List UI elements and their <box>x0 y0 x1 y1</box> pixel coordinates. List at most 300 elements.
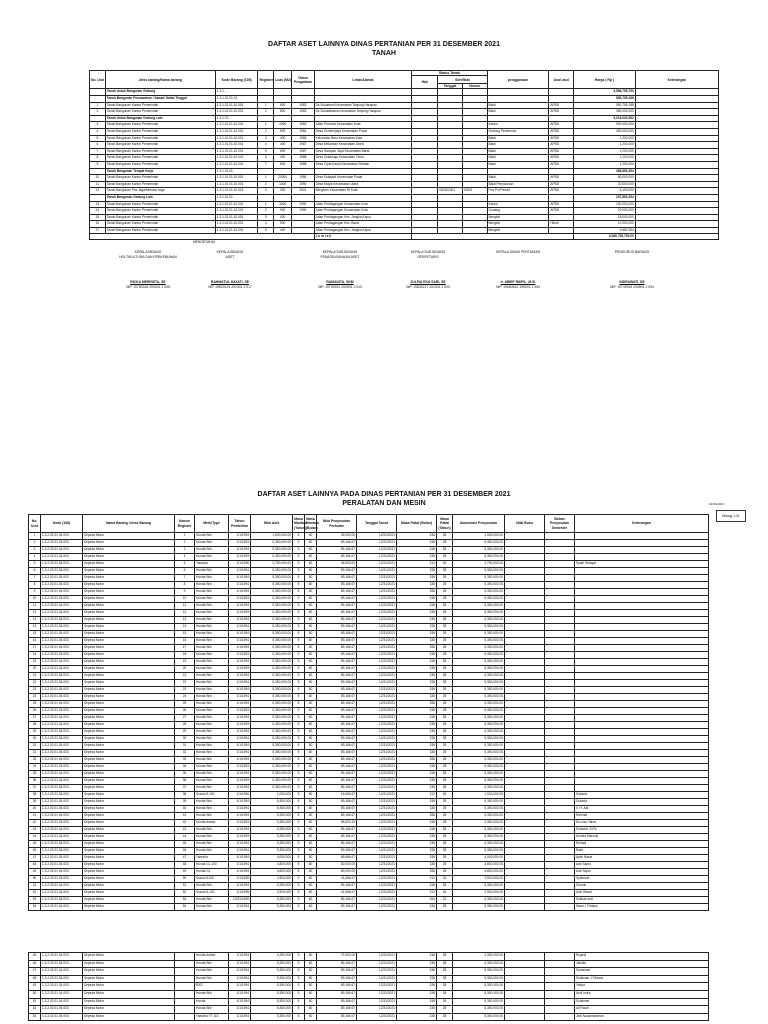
cell-thn: 1/1/1996 <box>229 876 251 883</box>
cell-akum: 5,350,000.00 <box>453 708 505 715</box>
col-harga: Harga ( Rp ) <box>574 71 636 89</box>
cell-letak: Bengkulu Kecamatan RI Kota <box>314 188 412 195</box>
cell-nama: Sepeda Motor <box>83 659 175 666</box>
cell-nama: Sepeda Motor <box>83 596 175 603</box>
table-row <box>29 968 709 976</box>
cell-mb: 60 <box>305 743 317 750</box>
cell-akum: 5,350,000.00 <box>453 841 505 848</box>
cell-harga: 10,000,000 <box>574 221 636 228</box>
cell-nama: Sepeda Motor <box>83 771 175 778</box>
cell-kode: 1.3.2.02.01.04.003 <box>41 540 83 547</box>
cell-mpt: 28 <box>437 736 453 743</box>
cell-nilai: 5,350,000.00 <box>251 750 293 757</box>
cell-buku <box>505 673 545 680</box>
cell-jenis: Tanah Bangunan Kantor Pemerintah <box>105 227 215 234</box>
cell-nama: Sepeda Motor <box>83 603 175 610</box>
cell-beban <box>545 841 575 848</box>
cell-merk: Honda Win <box>195 533 229 540</box>
cell-guna: Kantor <box>487 201 549 208</box>
cell-thn: 1/1/1994 <box>229 862 251 869</box>
cell-reg <box>258 115 274 122</box>
table-row <box>90 96 719 103</box>
cell-tgl: 12/31/2021 <box>357 869 397 876</box>
cell-asal: APBD <box>549 208 574 215</box>
cell-nama: Sepeda Motor <box>83 589 175 596</box>
cell-beban <box>545 603 575 610</box>
cell-kode: 1.3.1.01.01.10.001 <box>215 155 258 162</box>
cell-nama: Sepeda Motor <box>83 820 175 827</box>
table-row <box>29 610 709 617</box>
cell-tgl <box>438 194 463 201</box>
table-row <box>29 694 709 701</box>
cell-merk: Honda Win <box>195 589 229 596</box>
cell-merk: Honda Win <box>195 631 229 638</box>
cell-mpt: 28 <box>437 1006 453 1014</box>
cell-mpt: 26 <box>437 890 453 897</box>
cell-np: 89,166.67 <box>317 827 357 834</box>
cell-nilai: 5,350,000 <box>251 983 293 991</box>
cell-reg: 9 <box>175 589 195 596</box>
cell-mb: 60 <box>305 862 317 869</box>
cell-kode: 1.3.2.02.01.04.003 <box>41 701 83 708</box>
cell-beban <box>545 582 575 589</box>
cell-mpt: 28 <box>437 722 453 729</box>
cell-tgl: 12/31/2021 <box>357 589 397 596</box>
cell-kode: 1.3.2.02.01.04.003 <box>41 771 83 778</box>
cell-beban <box>545 990 575 998</box>
cell-reg: 39 <box>175 799 195 806</box>
cell-thn: 1/1/1994 <box>229 848 251 855</box>
cell-jenis: Tanah Bangunan Kantor Pemerintah <box>105 201 215 208</box>
cell-beban <box>545 638 575 645</box>
cell-kode: 1.3.2.02.01.04.003 <box>41 862 83 869</box>
cell-luas: 500 <box>274 221 292 228</box>
cell-nama: Sepeda Motor <box>83 792 175 799</box>
cell-nomor <box>462 181 487 188</box>
cell-ket <box>635 194 718 201</box>
cell-no: 51 <box>29 998 41 1006</box>
cell-tgl: 12/31/2021 <box>357 820 397 827</box>
cell-mp: 336 <box>397 540 437 547</box>
cell-akum: 5,350,000.00 <box>453 990 505 998</box>
cell-reg: 4 <box>175 554 195 561</box>
col-penggunaan: penggunaan <box>487 71 549 89</box>
cell-mt: 5 <box>293 890 305 897</box>
cell-kode: 1.3.2.02.01.04.003 <box>41 631 83 638</box>
col-register: Register <box>258 71 274 89</box>
cell-merk: Honda Win <box>195 799 229 806</box>
cell-mpt: 28 <box>437 778 453 785</box>
cell-no: 52 <box>29 1006 41 1014</box>
cell-beban <box>545 645 575 652</box>
cell-np: 89,166.67 <box>317 841 357 848</box>
cell-no: 29 <box>29 729 41 736</box>
table-row <box>29 792 709 799</box>
cell-mpt: 28 <box>437 610 453 617</box>
cell-mp: 336 <box>397 813 437 820</box>
cell-mp: 336 <box>397 659 437 666</box>
table-row <box>90 175 719 182</box>
cell-np: 89,166.67 <box>317 729 357 736</box>
cell-buku <box>505 540 545 547</box>
cell-nomor <box>462 102 487 109</box>
cell-harga: 1,200,000 <box>574 161 636 168</box>
cell-nilai: 5,350,000 <box>251 883 293 890</box>
cell-merk: Honda Win <box>195 687 229 694</box>
cell-no: 3 <box>29 547 41 554</box>
cell-np: 89,166.67 <box>317 799 357 806</box>
cell-mt: 5 <box>293 666 305 673</box>
cell-buku <box>505 806 545 813</box>
cell-ket: Drs Abu Tahar <box>575 820 709 827</box>
cell-kode: 1.3.2.02.01.04.003 <box>41 596 83 603</box>
cell-no: 4 <box>29 554 41 561</box>
cell-no: 11 <box>90 181 106 188</box>
cell-merk: Honda Win <box>195 652 229 659</box>
cell-nilai: 5,350,000 <box>251 904 293 911</box>
cell-nilai: 1,000,000 <box>251 792 293 799</box>
cell-ket <box>635 122 718 129</box>
cell-hak <box>412 122 438 129</box>
cell-thn: 1/1/1994 <box>229 960 251 968</box>
table-row <box>29 799 709 806</box>
cell-akum: 4,000,000.00 <box>453 855 505 862</box>
cell-thn: 1988 <box>292 161 314 168</box>
cell-mpt: 28 <box>437 596 453 603</box>
cell-reg <box>175 998 195 1006</box>
table-row <box>29 820 709 827</box>
cell-mpt: 28 <box>437 750 453 757</box>
cell-harga: 3,566,755,750 <box>574 89 636 96</box>
cell-nama: Sepeda Motor <box>83 953 175 961</box>
cell-mp: 336 <box>397 624 437 631</box>
cell-beban <box>545 722 575 729</box>
cell-reg: 42 <box>175 820 195 827</box>
cell-mpt: 28 <box>437 589 453 596</box>
cell-ket <box>575 687 709 694</box>
cell-nilai: 5,350,000 <box>251 841 293 848</box>
cell-buku <box>505 998 545 1006</box>
cell-merk: Honda Win <box>195 540 229 547</box>
cell-tgl: 12/31/2021 <box>357 862 397 869</box>
cell-ket <box>575 659 709 666</box>
cell-asal <box>549 194 574 201</box>
cell-buku <box>505 722 545 729</box>
cell-akum: 5,350,000.00 <box>453 575 505 582</box>
cell-mb: 60 <box>305 848 317 855</box>
cell-mp: 336 <box>397 975 437 983</box>
cell-no: 5 <box>29 561 41 568</box>
cell-ket <box>575 617 709 624</box>
signer-name: INDRAWATI, SE <box>619 280 645 284</box>
cell-tgl: 12/31/2021 <box>357 904 397 911</box>
cell-luas: 600 <box>274 102 292 109</box>
cell-mt: 5 <box>293 862 305 869</box>
cell-buku <box>505 715 545 722</box>
cell-akum: 5,350,000.00 <box>453 750 505 757</box>
page2-title: DAFTAR ASET LAINNYA PADA DINAS PERTANIAN PER 31 DESEMBER 2021 <box>257 491 511 498</box>
table-row <box>29 687 709 694</box>
cell-ket <box>575 764 709 771</box>
cell-mpt: 28 <box>437 645 453 652</box>
cell-nilai: 5,350,000.00 <box>251 631 293 638</box>
cell-kode: 1.3.1.01.01.10.001 <box>215 214 258 221</box>
cell-letak: Desa Sukajadi Kecamatan Pusat <box>314 175 412 182</box>
cell-mb: 60 <box>305 568 317 575</box>
cell-tgl: 12/31/2021 <box>357 983 397 991</box>
cell-mt: 5 <box>293 855 305 862</box>
cell-guna <box>487 96 549 103</box>
cell-kode: 1.3.1.01.01.10.001 <box>215 148 258 155</box>
cell-no: 6 <box>90 142 106 149</box>
cell-nama: Sepeda Motor <box>83 645 175 652</box>
cell-beban <box>545 687 575 694</box>
cell-no: 4 <box>90 128 106 135</box>
cell-thn: 1/1/1994 <box>229 694 251 701</box>
cell-hak <box>412 102 438 109</box>
cell-mpt: 28 <box>437 813 453 820</box>
cell-luas: 600 <box>274 148 292 155</box>
signer-role <box>478 250 558 255</box>
table-row <box>90 194 719 201</box>
cell-akum: 5,350,000.00 <box>453 694 505 701</box>
cell-mpt: 28 <box>437 701 453 708</box>
cell-reg: 5 <box>175 561 195 568</box>
cell-tgl: 12/31/2021 <box>357 715 397 722</box>
cell-ket <box>575 666 709 673</box>
cell-nilai: 5,350,000.00 <box>251 680 293 687</box>
cell-ket <box>635 96 718 103</box>
cell-akum: 5,350,000.00 <box>453 998 505 1006</box>
p2-col-akum: Akumulasi Penyusutan <box>453 515 505 533</box>
table-row <box>29 729 709 736</box>
cell-akum: 5,350,000.00 <box>453 834 505 841</box>
cell-mt: 5 <box>293 975 305 983</box>
cell-no: 26 <box>29 708 41 715</box>
cell-mb: 60 <box>305 968 317 976</box>
cell-np: 89,166.67 <box>317 983 357 991</box>
cell-akum: 2,500,000.00 <box>453 890 505 897</box>
cell-mb: 60 <box>305 582 317 589</box>
cell-beban <box>545 799 575 806</box>
cell-reg: 5 <box>258 227 274 234</box>
cell-no <box>90 89 106 96</box>
cell-nilai: 5,350,000 <box>251 975 293 983</box>
cell-mt: 5 <box>293 715 305 722</box>
cell-reg <box>175 983 195 991</box>
p2-col-nilai-peny: Nilai Penyusutan Perbulan <box>317 515 357 533</box>
cell-reg: 40 <box>175 806 195 813</box>
signer-role2: PENATAUSAHAAN ASET <box>320 254 360 259</box>
cell-thn: 1/1/1994 <box>229 750 251 757</box>
cell-mp: 336 <box>397 848 437 855</box>
cell-mp: 336 <box>397 834 437 841</box>
cell-mt: 5 <box>293 983 305 991</box>
table-row <box>29 890 709 897</box>
cell-jenis: Tanah Bangunan Kantor Pemerintah <box>105 148 215 155</box>
cell-nama: Sepeda Motor <box>83 806 175 813</box>
table-row <box>29 666 709 673</box>
cell-mb: 60 <box>305 827 317 834</box>
cell-mpt: 28 <box>437 533 453 540</box>
cell-nomor <box>462 194 487 201</box>
cell-no: 9 <box>29 589 41 596</box>
cell-nama: Sepeda Motor <box>83 736 175 743</box>
cell-beban <box>545 610 575 617</box>
cell-mb: 60 <box>305 547 317 554</box>
cell-no: 36 <box>29 778 41 785</box>
cell-buku <box>505 708 545 715</box>
cell-beban <box>545 624 575 631</box>
cell-tgl <box>438 214 463 221</box>
cell-nama: Sepeda Motor <box>83 813 175 820</box>
cell-mb: 60 <box>305 694 317 701</box>
cell-tgl: 12/31/2021 <box>357 998 397 1006</box>
cell-ket <box>575 631 709 638</box>
cell-mb: 60 <box>305 715 317 722</box>
cell-reg: 1 <box>175 533 195 540</box>
cell-tgl: 12/31/2021 <box>357 680 397 687</box>
cell-luas: 400 <box>274 214 292 221</box>
cell-reg: 2 <box>175 540 195 547</box>
cell-no: 49 <box>29 983 41 991</box>
cell-no: 28 <box>29 722 41 729</box>
cell-nilai: 5,350,000 <box>251 990 293 998</box>
cell-reg: 52 <box>175 890 195 897</box>
cell-akum: 5,350,000.00 <box>453 975 505 983</box>
cell-akum: 5,350,000.00 <box>453 757 505 764</box>
cell-buku <box>505 547 545 554</box>
table-row <box>29 1013 709 1021</box>
cell-nilai: 5,350,000.00 <box>251 596 293 603</box>
cell-merk: Honda Win <box>195 666 229 673</box>
cell-ket: Ade Sapru <box>575 869 709 876</box>
cell-guna: Balai <box>487 102 549 109</box>
cell-reg <box>258 89 274 96</box>
cell-no: 54 <box>29 904 41 911</box>
cell-merk: Honda Win <box>195 715 229 722</box>
table-row <box>90 161 719 168</box>
table-row <box>29 645 709 652</box>
cell-thn: 1/1/1994 <box>229 869 251 876</box>
table-row <box>29 983 709 991</box>
cell-nilai: 5,350,000.00 <box>251 645 293 652</box>
cell-tgl <box>438 89 463 96</box>
p2-col-masa-bln: Masa Manfaat (Bulan) <box>305 515 317 533</box>
table-row <box>90 102 719 109</box>
cell-jenis: Tanah Bangunan Tempat Kerja <box>105 168 215 175</box>
cell-mp: 336 <box>397 638 437 645</box>
cell-ket: Ilham J Fitriano <box>575 904 709 911</box>
cell-merk: Honda Win <box>195 673 229 680</box>
cell-guna: Balai <box>487 161 549 168</box>
cell-nama: Sepeda Motor <box>83 568 175 575</box>
cell-ket <box>575 652 709 659</box>
cell-letak <box>314 194 412 201</box>
cell-reg: 25 <box>175 701 195 708</box>
cell-mp: 336 <box>397 990 437 998</box>
cell-mp: 336 <box>397 687 437 694</box>
cell-jenis: Tanah Bangunan Kantor Pemerintah <box>105 135 215 142</box>
col-tahun: Tahun Pengadaan <box>292 71 314 89</box>
cell-mp: 336 <box>397 862 437 869</box>
cell-asal: APBD <box>549 201 574 208</box>
cell-kode: 1.3.2.02.01.04.003 <box>41 680 83 687</box>
cell-mt: 5 <box>293 869 305 876</box>
cell-thn: 1/1/1994 <box>229 722 251 729</box>
cell-akum: 5,350,000.00 <box>453 547 505 554</box>
cell-nilai: 5,350,000.00 <box>251 666 293 673</box>
signer-name-block <box>190 280 270 289</box>
cell-beban <box>545 540 575 547</box>
cell-buku <box>505 771 545 778</box>
cell-np: 89,166.67 <box>317 568 357 575</box>
cell-letak: Jalan Perdagangan Kecamatan Kota <box>314 208 412 215</box>
cell-buku <box>505 624 545 631</box>
cell-ket: Suhaedi, S.Pd <box>575 827 709 834</box>
cell-kode: 1.3.1.01. <box>215 115 258 122</box>
signer-role <box>190 250 270 259</box>
cell-reg: 2 <box>258 208 274 215</box>
cell-nama: Sepeda Motor <box>83 890 175 897</box>
cell-np: 80,000.00 <box>317 862 357 869</box>
cell-kode: 1.3.1.01.01.10.001 <box>215 181 258 188</box>
cell-merk: Honda Win <box>195 975 229 983</box>
cell-mpt: 28 <box>437 806 453 813</box>
cell-merk: Honda Win <box>195 750 229 757</box>
cell-beban <box>545 757 575 764</box>
cell-buku <box>505 813 545 820</box>
cell-tgl: 12/31/2021 <box>357 729 397 736</box>
cell-kode: 1.3.2.02.01.04.003 <box>41 743 83 750</box>
cell-ket: Bakri <box>575 848 709 855</box>
cell-mt: 5 <box>293 764 305 771</box>
table-row <box>29 547 709 554</box>
cell-reg <box>258 168 274 175</box>
cell-reg: 29 <box>175 729 195 736</box>
cell-nama: Sepeda Motor <box>83 554 175 561</box>
cell-nilai: 3,350,000 <box>251 820 293 827</box>
cell-kode: 1.3.2.02.01.04.003 <box>41 659 83 666</box>
cell-thn <box>292 115 314 122</box>
cell-nomor <box>462 168 487 175</box>
cell-tgl <box>438 109 463 116</box>
cell-mb: 60 <box>305 722 317 729</box>
cell-mp: 336 <box>397 708 437 715</box>
cell-harga: 480,000,000 <box>574 109 636 116</box>
cell-thn: 1/1/1996 <box>229 890 251 897</box>
table-row <box>29 876 709 883</box>
cell-akum: 5,350,000.00 <box>453 589 505 596</box>
cell-nilai: 5,350,000.00 <box>251 624 293 631</box>
cell-mt: 5 <box>293 631 305 638</box>
cell-jenis: Tanah Bangunan Kantor Pemerintah <box>105 128 215 135</box>
total-value: 8,366,755,750,00 <box>574 234 636 239</box>
cell-nama: Sepeda Motor <box>83 743 175 750</box>
cell-buku <box>505 645 545 652</box>
cell-thn: 1/1/1994 <box>229 603 251 610</box>
cell-beban <box>545 680 575 687</box>
cell-ket <box>635 135 718 142</box>
cell-harga: 150,000,000 <box>574 201 636 208</box>
table-row <box>29 743 709 750</box>
cell-kode: 1.3.2.02.01.04.003 <box>41 968 83 976</box>
col-luas: Luas (M2) <box>274 71 292 89</box>
cell-jenis: Tanah Untuk Bangunan Gedung <box>105 89 215 96</box>
page2-subtitle: PERALATAN DAN MESIN <box>342 500 426 507</box>
cell-letak: Jalan Perdagangan Kec. Barat <box>314 221 412 228</box>
cell-nama: Sepeda Motor <box>83 968 175 976</box>
